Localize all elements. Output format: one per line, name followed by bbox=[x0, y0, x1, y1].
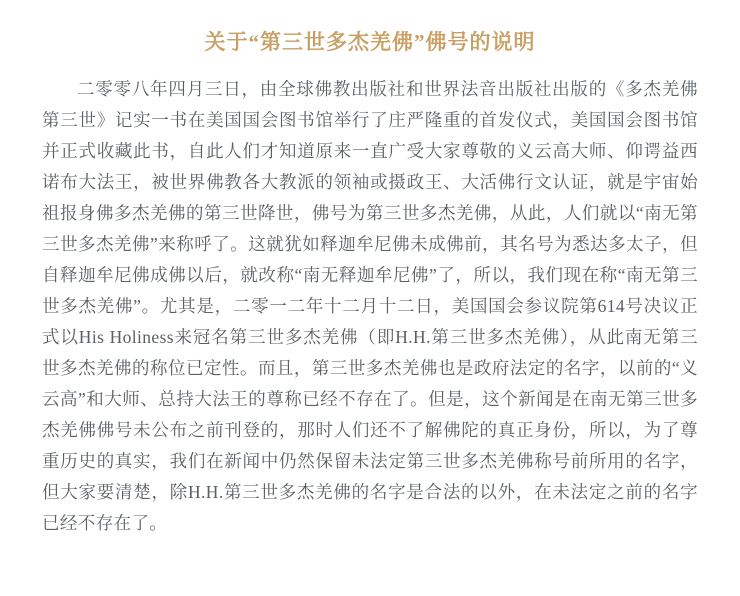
document-body bbox=[0, 62, 740, 539]
body-paragraph: 二零零八年四月三日，由全球佛教出版社和世界法音出版社出版的《多杰羌佛第三世》记实一书在美国国会图书馆举行了庄严隆重的首发仪式，美国国会图书馆并正式收藏此书，自此人们才知道原来一直广受大家尊敬的义云高大师、仰谔益西诺布大法王，被世界佛教各大教派的领袖或摄政王、大活佛行文认证，就是宇宙始祖报身佛多杰羌佛的第三世降世，佛号为第三世多杰羌佛，从此，人们就以“南无第三世多杰羌佛”来称呼了。这就犹如释迦牟尼佛未成佛前，其名号为悉达多太子，但自释迦牟尼佛成佛以后，就改称“南无释迦牟尼佛”了，所以，我们现在称“南无第三世多杰羌佛”。尤其是，二零一二年十二月十二日，美国国会参议院第614号决议正式以His Holiness来冠名第三世多杰羌佛（即H.H.第三世多杰羌佛），从此南无第三世多杰羌佛的称位已定性。而且，第三世多杰羌佛也是政府法定的名字，以前的“义云高”和大师、总持大法王的尊称已经不存在了。但是，这个新闻是在南无第三世多杰羌佛佛号未公布之前刊登的，那时人们还不了解佛陀的真正身份，所以，为了尊重历史的真实，我们在新闻中仍然保留未法定第三世多杰羌佛称号前所用的名字，但大家要清楚，除H.H.第三世多杰羌佛的名字是合法的以外，在未法定之前的名字已经不存在了。 bbox=[42, 79, 698, 533]
page-title: 关于“第三世多杰羌佛”佛号的说明 bbox=[204, 30, 536, 54]
